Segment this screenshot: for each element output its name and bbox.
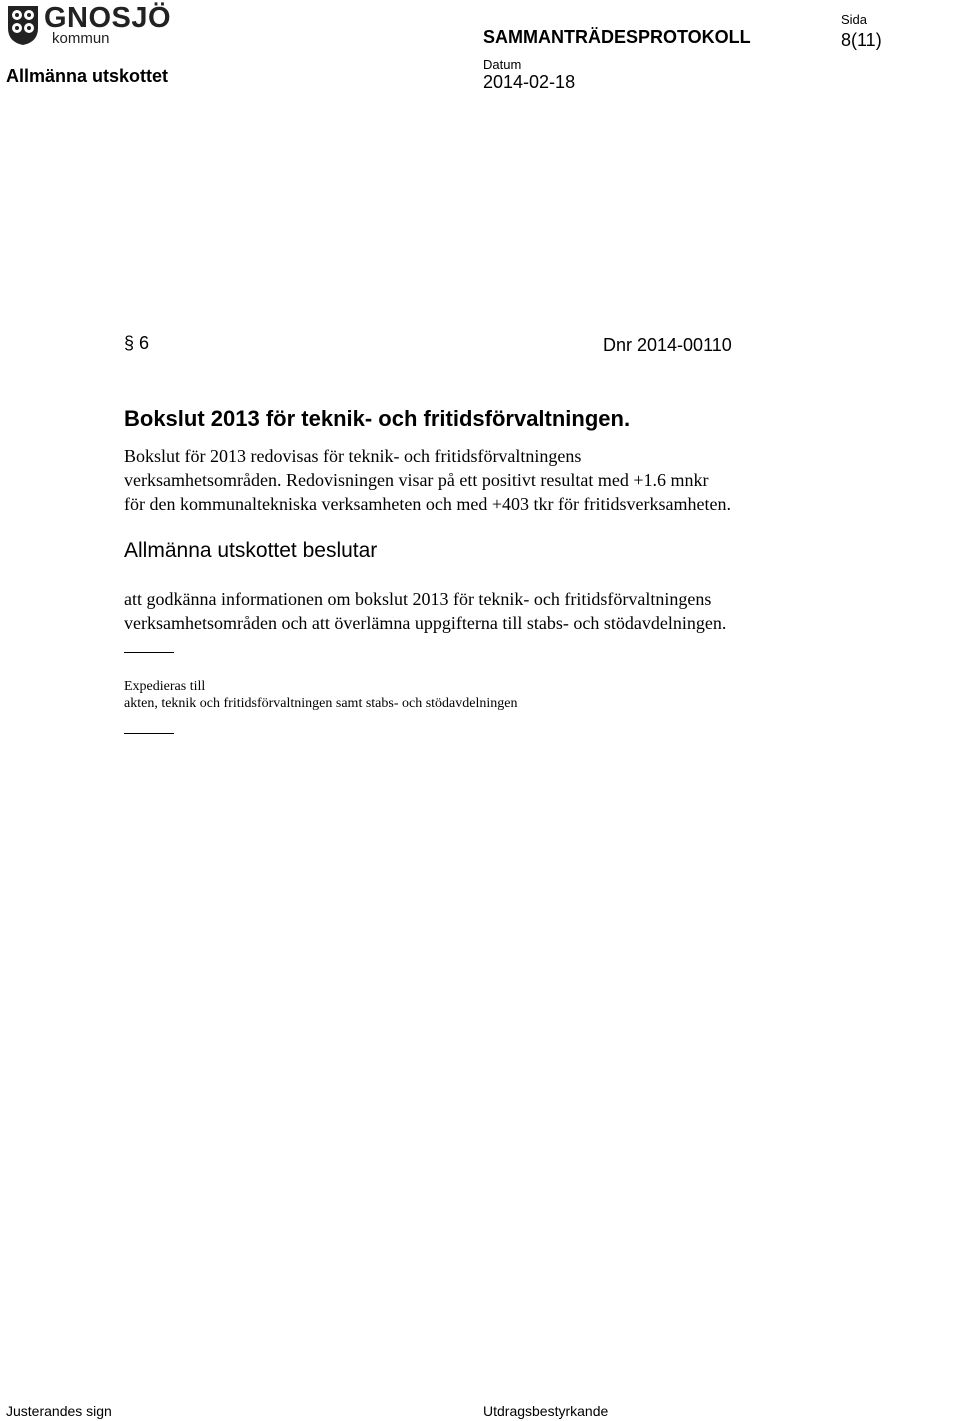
page-label: Sida [841, 12, 868, 27]
divider [124, 652, 174, 653]
decision-line: att godkänna informationen om bokslut 2013 för teknik- och fritidsförvaltningens [124, 589, 712, 609]
gnosjo-kommun-logo [6, 4, 176, 48]
logo-main-text: GNOSJÖ [44, 2, 172, 34]
document-type: SAMMANTRÄDESPROTOKOLL [483, 27, 751, 47]
diary-number: Dnr 2014-00110 [603, 335, 732, 355]
footer-utdragsbestyrkande: Utdragsbestyrkande [483, 1403, 609, 1419]
date-label: Datum [483, 57, 522, 72]
decision-line: verksamhetsområden och att överlämna uppgifterna till stabs- och stödavdelningen. [124, 613, 727, 633]
footer-justerandes-sign: Justerandes sign [6, 1403, 112, 1419]
divider [124, 733, 174, 734]
decision-heading: Allmänna utskottet beslutar [124, 539, 378, 562]
expedieras-recipients: akten, teknik och fritidsförvaltningen samt stabs- och stödavdelningen [124, 696, 518, 711]
description-line: Bokslut för 2013 redovisas för teknik- och fritidsförvaltningens [124, 446, 582, 466]
item-title: Bokslut 2013 för teknik- och fritidsförvaltningen. [124, 406, 631, 431]
decision-text [124, 587, 824, 635]
organ-name: Allmänna utskottet [6, 66, 169, 86]
date-value: 2014-02-18 [483, 72, 576, 92]
section-number: § 6 [124, 333, 150, 353]
expedieras-label: Expedieras till [124, 679, 206, 694]
coat-of-arms-icon [6, 4, 40, 46]
page-number: 8(11) [841, 30, 882, 50]
item-description [124, 444, 824, 516]
logo-sub-text: kommun [52, 30, 110, 47]
description-line: verksamhetsområden. Redovisningen visar på ett positivt resultat med +1.6 mnkr [124, 470, 709, 490]
description-line: för den kommunaltekniska verksamheten och med +403 tkr för fritidsverksamheten. [124, 494, 731, 514]
